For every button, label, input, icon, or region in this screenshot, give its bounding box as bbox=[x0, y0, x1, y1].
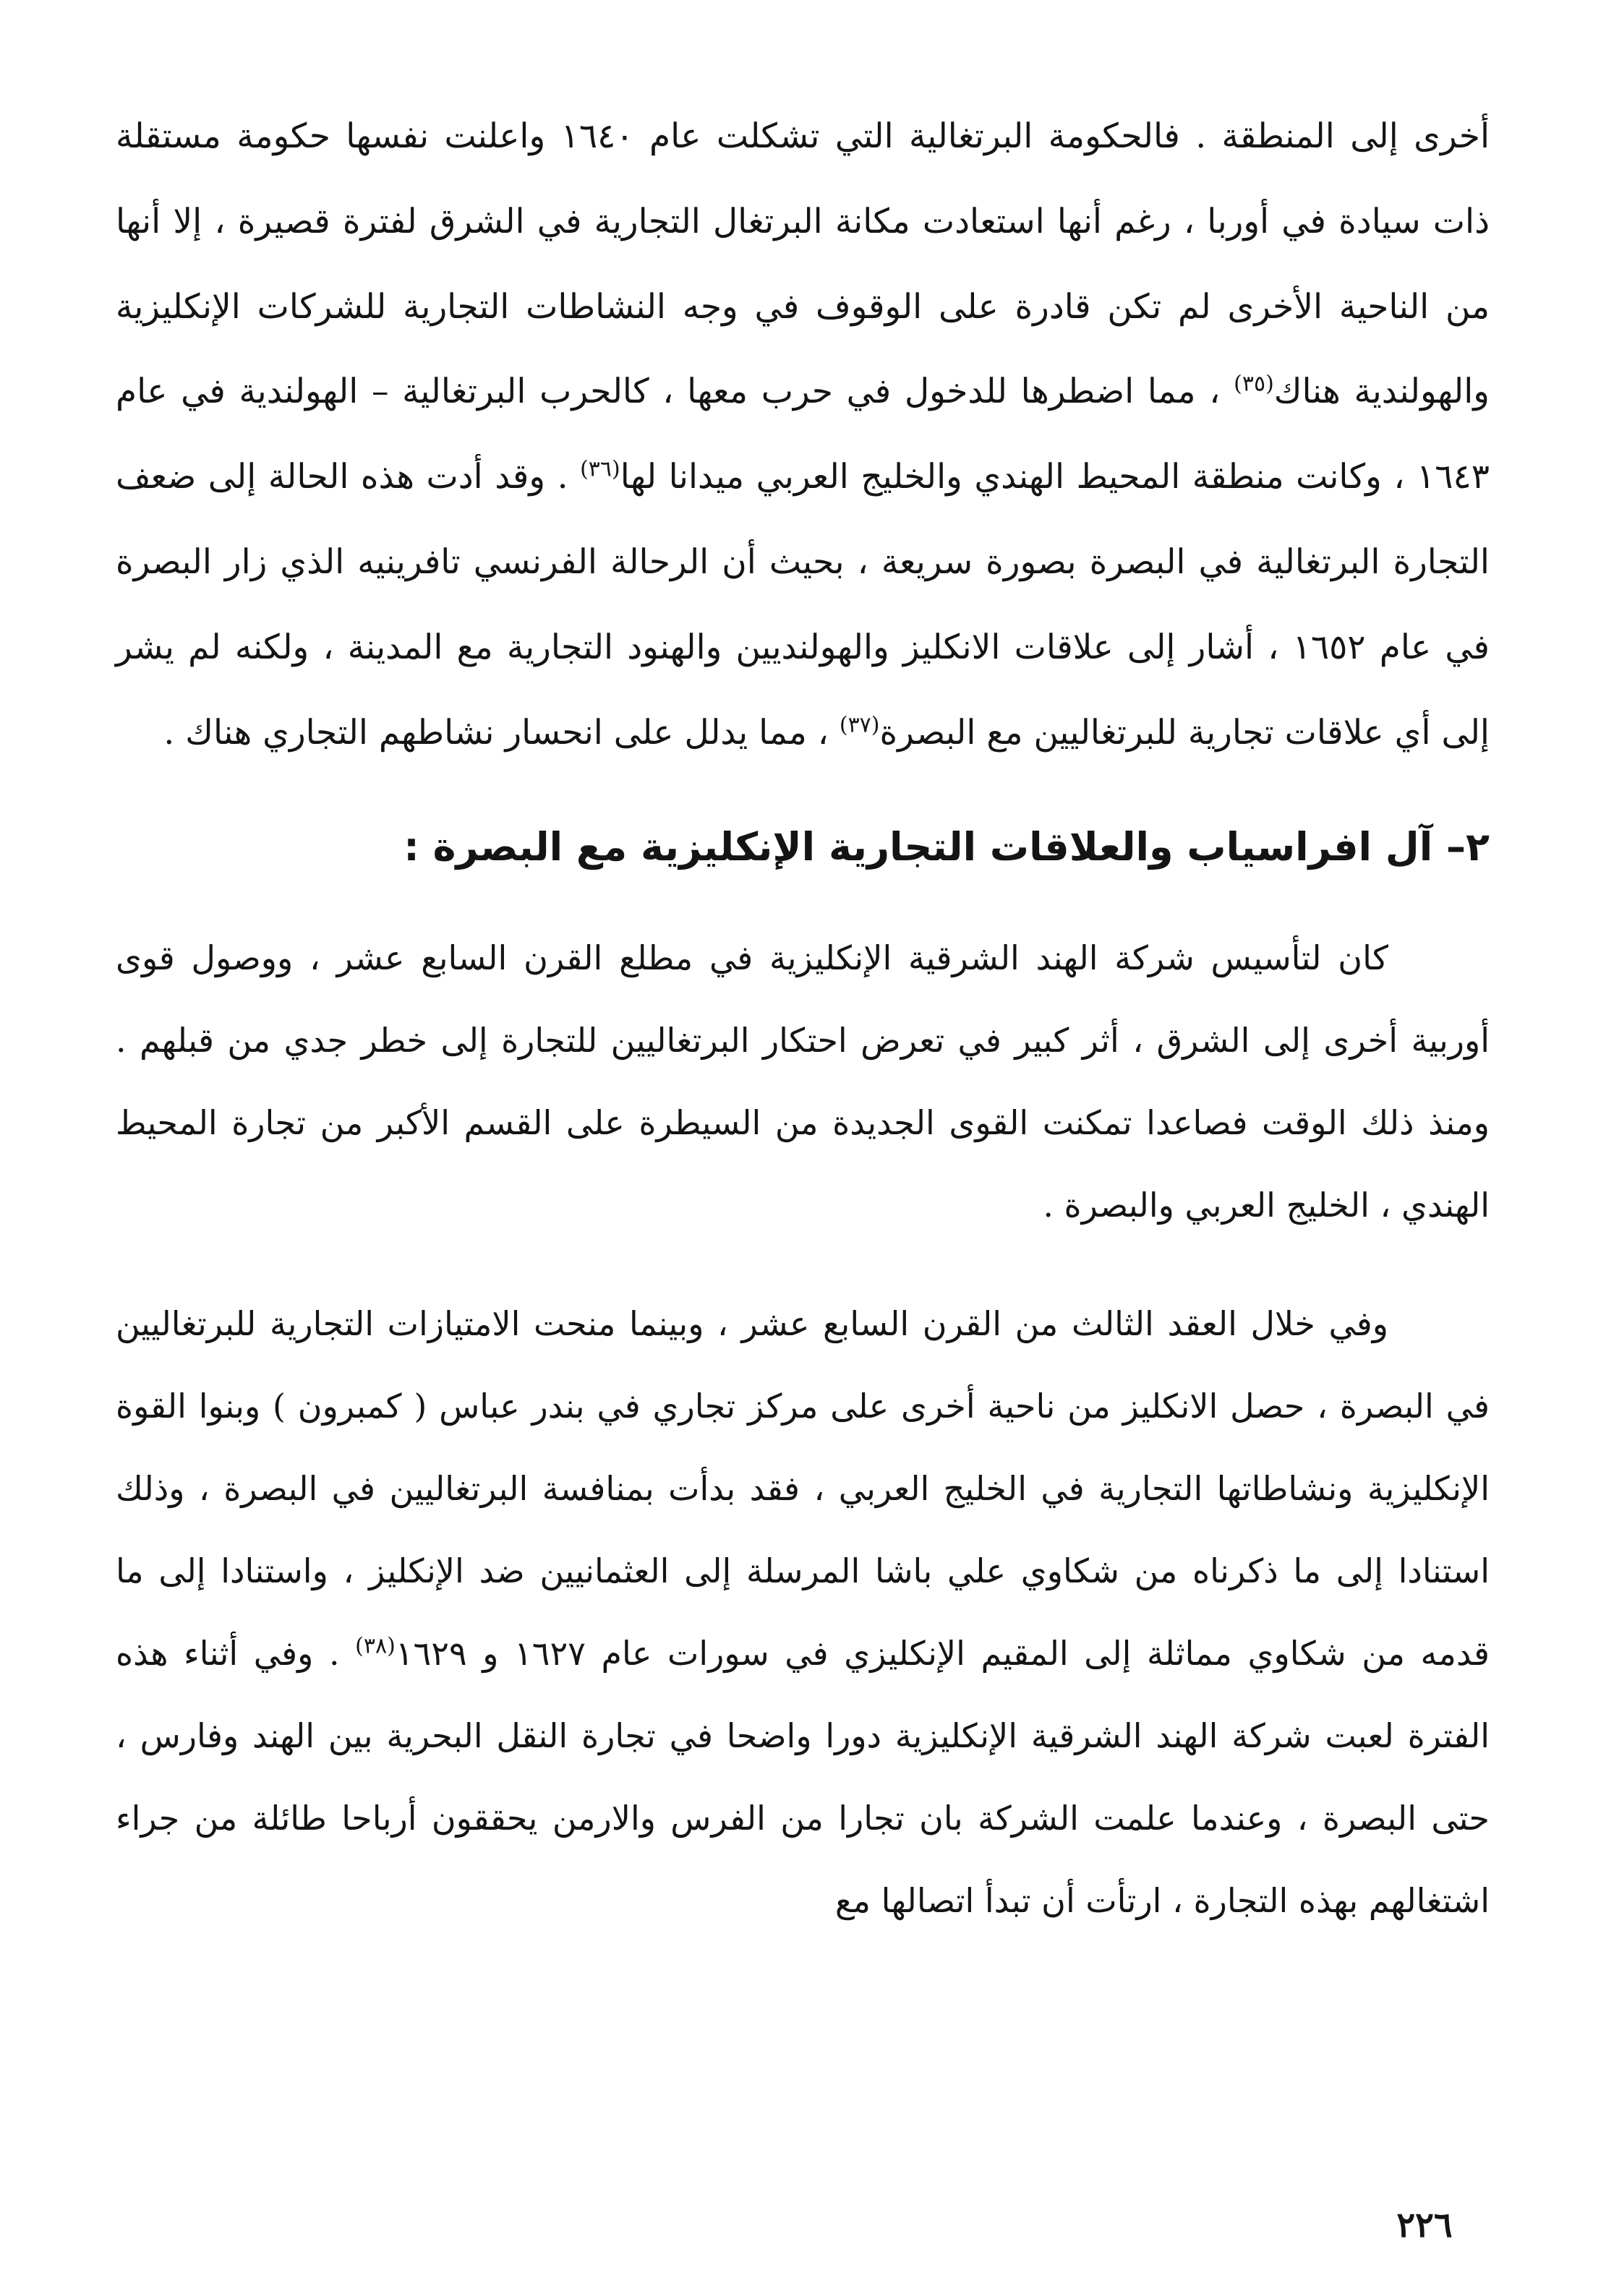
paragraph-3-part-1: وفي خلال العقد الثالث من القرن السابع عشر ، وبينما منحت الامتيازات التجارية للبرتغاليين في البصرة ، حصل الانكليز من ناحية أخرى على مركز تجاري في بندر عباس ( كمبرون ) وبنوا القوة الإنكليزية ونشاطاتها التجارية في الخليج العربي ، فقد بدأت بمنافسة البرتغاليين في البصرة ، وذلك استنادا إلى ما ذكرناه من شكاوي علي باشا المرسلة إلى العثمانيين ضد الإنكليز ، واستنادا إلى ما قدمه من شكاوي مماثلة إلى المقيم الإنكليزي في سورات عام ١٦٢٧ و ١٦٢٩ bbox=[116, 1304, 1490, 1674]
page-number: ٢٢٦ bbox=[1396, 2205, 1453, 2245]
paragraph-1 bbox=[116, 94, 1490, 775]
paragraph-3-part-2: . وفي أثناء هذه الفترة لعبت شركة الهند الشرقية الإنكليزية دورا واضحا في تجارة النقل البحرية بين الهند وفارس ، حتى البصرة ، وعندما علمت الشركة بان تجارا من الفرس والارمن يحققون أرباحا طائلة من جراء اشتغالهم بهذه التجارة ، ارتأت أن تبدأ اتصالها مع bbox=[116, 1634, 1490, 1921]
paragraph-1-part-2: ، مما اضطرها للدخول في حرب معها ، كالحرب البرتغالية – الهولندية في عام ١٦٤٣ ، وكانت منطقة المحيط الهندي والخليج العربي ميدانا لها bbox=[116, 372, 1490, 497]
footnote-ref-36: (٣٦) bbox=[580, 456, 620, 482]
document-page bbox=[116, 94, 1490, 2190]
paragraph-2: كان لتأسيس شركة الهند الشرقية الإنكليزية في مطلع القرن السابع عشر ، ووصول قوى أوربية أخرى إلى الشرق ، أثر كبير في تعرض احتكار البرتغاليين للتجارة إلى خطر جدي من قبلهم . ومنذ ذلك الوقت فصاعدا تمكنت القوى الجديدة من السيطرة على القسم الأكبر من تجارة المحيط الهندي ، الخليج العربي والبصرة . bbox=[116, 938, 1490, 1225]
footnote-ref-38: (٣٨) bbox=[355, 1634, 396, 1660]
paragraph-1-part-3: . وقد أدت هذه الحالة إلى ضعف التجارة البرتغالية في البصرة بصورة سريعة ، بحيث أن الرحالة الفرنسي تافرينيه الذي زار البصرة في عام ١٦٥٢ ، أشار إلى علاقات الانكليز والهولنديين والهنود التجارية مع المدينة ، ولكنه لم يشر إلى أي علاقات تجارية للبرتغاليين مع البصرة bbox=[116, 457, 1490, 753]
paragraph-1-part-1: أخرى إلى المنطقة . فالحكومة البرتغالية التي تشكلت عام ١٦٤٠ واعلنت نفسها حكومة مستقلة ذات سيادة في أوربا ، رغم أنها استعادت مكانة البرتغال التجارية في الشرق لفترة قصيرة ، إلا أنها من الناحية الأخرى لم تكن قادرة على الوقوف في وجه النشاطات التجارية للشركات الإنكليزية والهولندية هناك bbox=[116, 116, 1490, 412]
paragraph-1-part-4: ، مما يدلل على انحسار نشاطهم التجاري هناك . bbox=[163, 712, 840, 753]
paragraph-3 bbox=[116, 1282, 1490, 1942]
footnote-ref-37: (٣٧) bbox=[839, 711, 880, 737]
footnote-ref-35: (٣٥) bbox=[1234, 371, 1274, 397]
section-heading: ٢– آل افراسياب والعلاقات التجارية الإنكليزية مع البصرة : bbox=[403, 824, 1490, 870]
